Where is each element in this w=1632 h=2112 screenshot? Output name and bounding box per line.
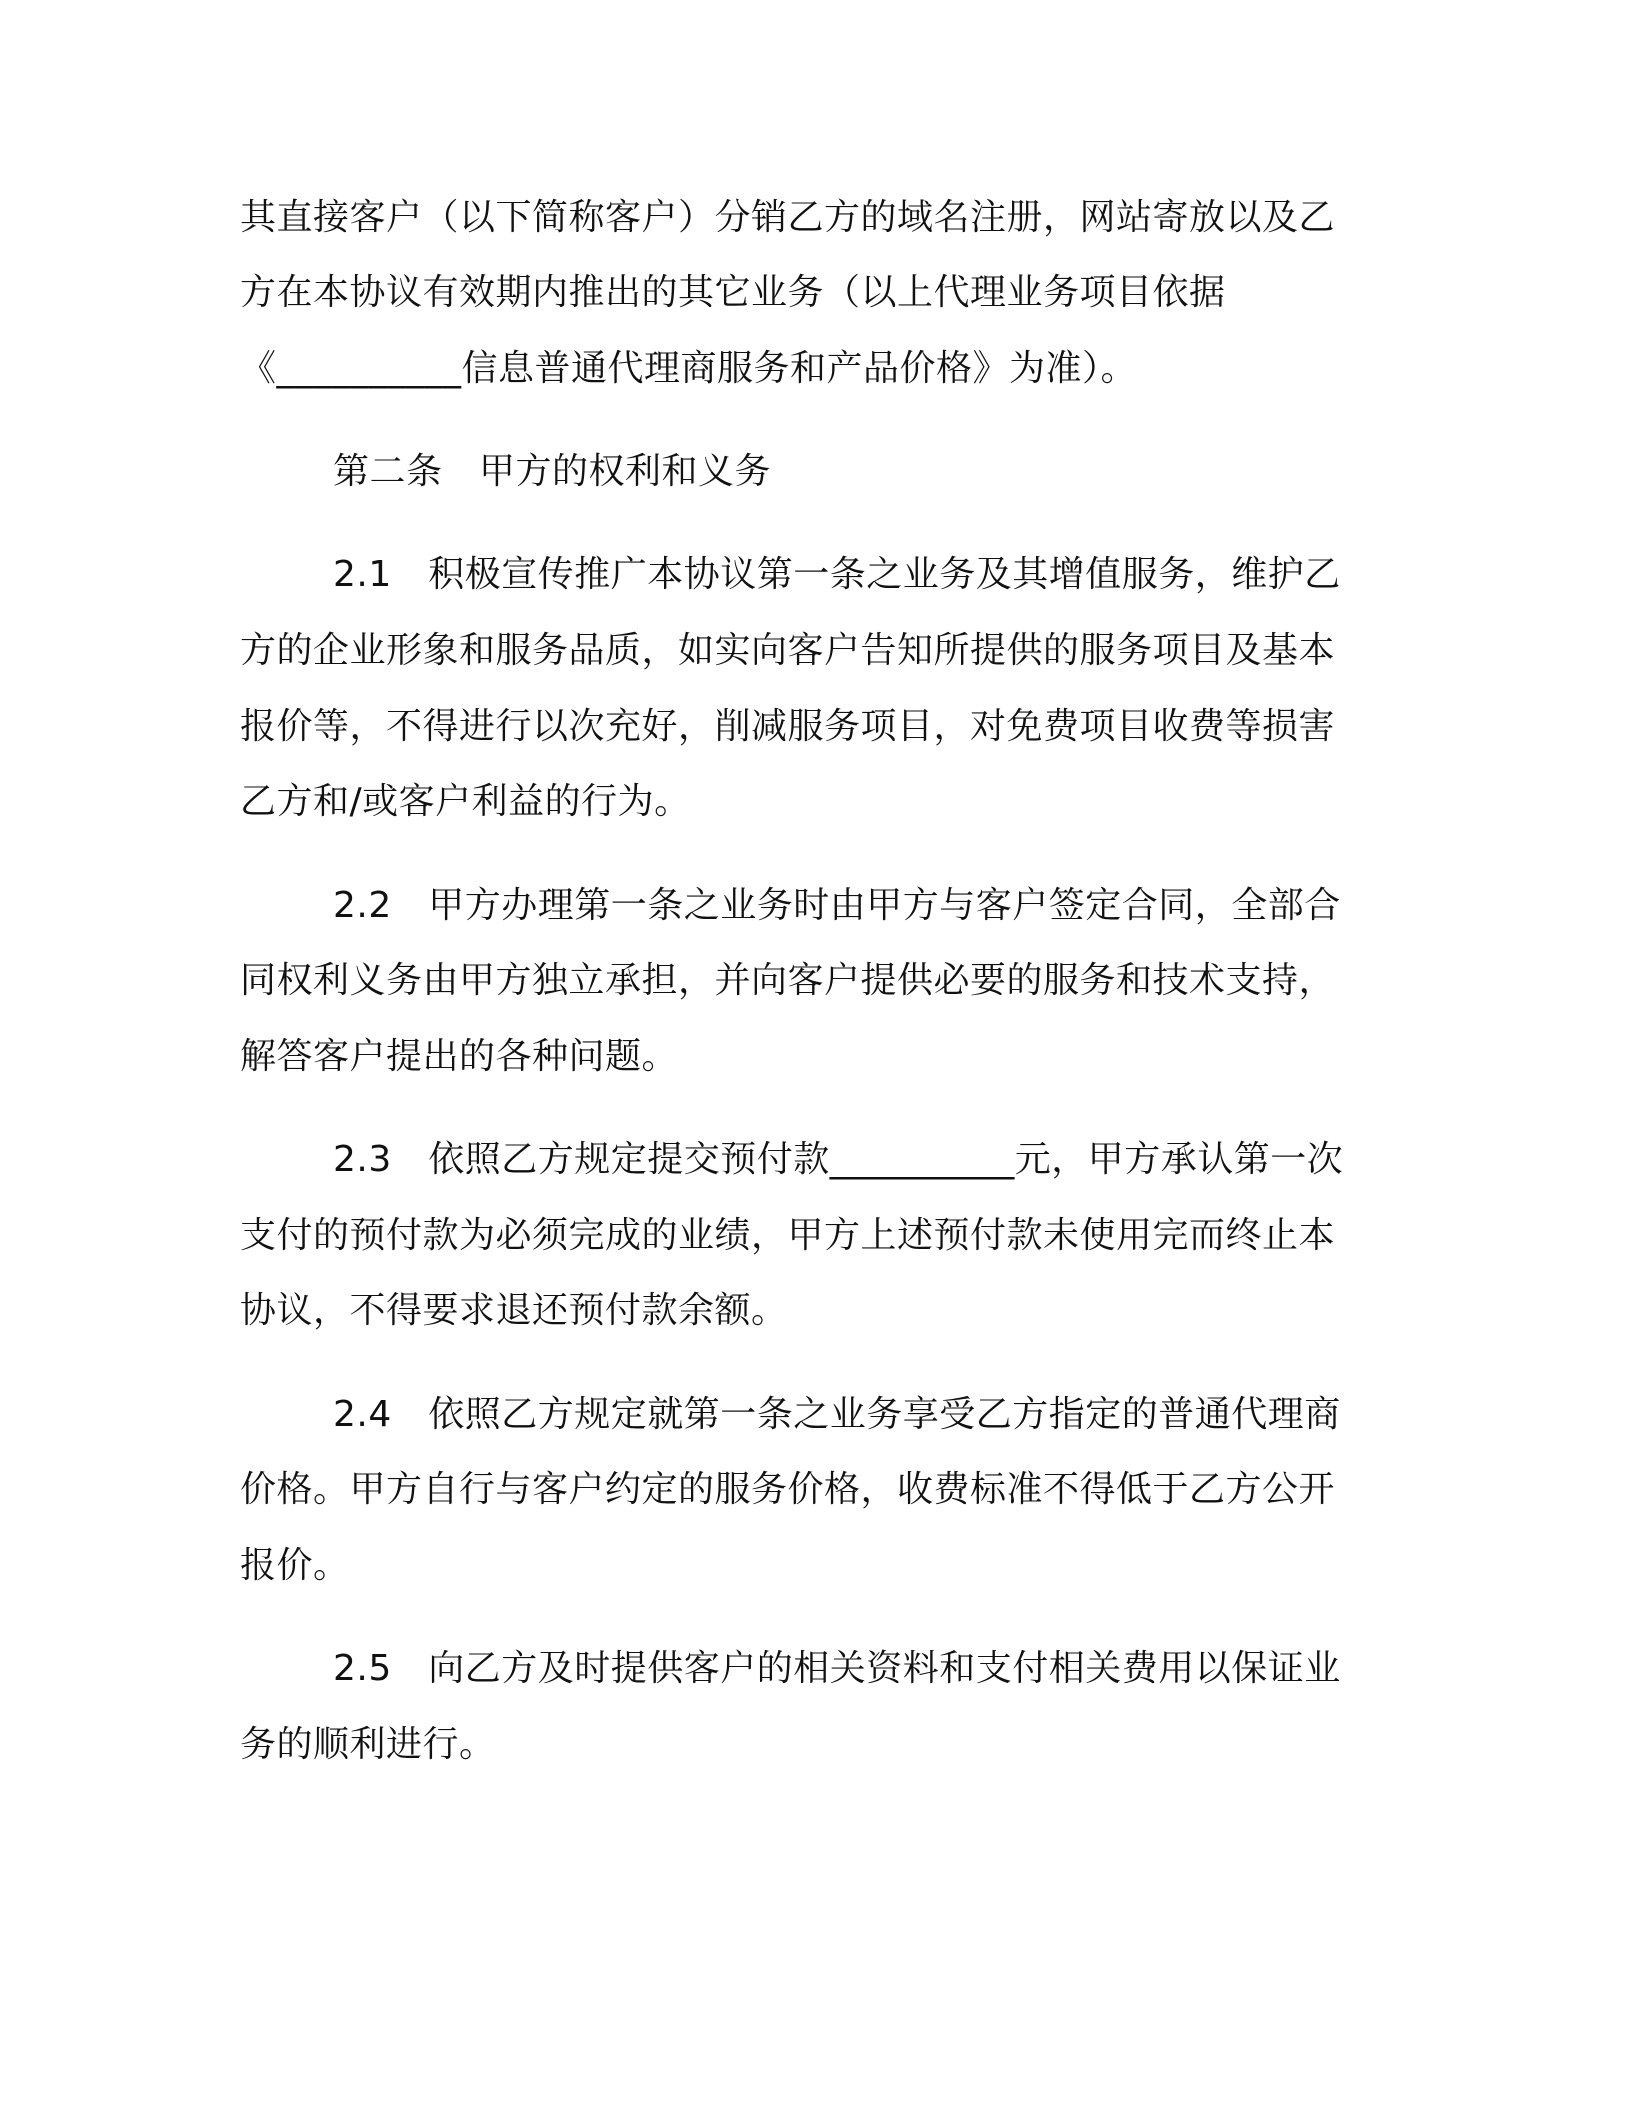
clause-2-5-line: 务的顺利进行。 <box>240 1724 496 1765</box>
clause-2-3-line: 协议，不得要求退还预付款余额。 <box>240 1290 788 1331</box>
clause-2-2-line: 同权利义务由甲方独立承担，并向客户提供必要的服务和技术支持， <box>240 960 1336 1001</box>
clause-2-1-line: 乙方和/或客户利益的行为。 <box>240 781 691 822</box>
text-line: 其直接客户（以下简称客户）分销乙方的域名注册，网站寄放以及乙 <box>240 197 1336 238</box>
clause-2-1-line: 2.1 积极宣传推广本协议第一条之业务及其增值服务，维护乙 <box>333 554 1341 595</box>
clause-2-3-line: 2.3 依照乙方规定提交预付款__________元，甲方承认第一次 <box>333 1139 1344 1180</box>
clause-2-3-line: 支付的预付款为必须完成的业绩，甲方上述预付款未使用完而终止本 <box>240 1215 1336 1256</box>
clause-2-1-line: 方的企业形象和服务品质，如实向客户告知所提供的服务项目及基本 <box>240 630 1336 671</box>
text-line: 《__________信息普通代理商服务和产品价格》为准）。 <box>240 348 1138 389</box>
clause-2-4-line: 报价。 <box>240 1545 350 1586</box>
clause-2-2-line: 2.2 甲方办理第一条之业务时由甲方与客户签定合同，全部合 <box>333 885 1341 926</box>
clause-2-5-line: 2.5 向乙方及时提供客户的相关资料和支付相关费用以保证业 <box>333 1648 1341 1689</box>
clause-2-4-line: 价格。甲方自行与客户约定的服务价格，收费标准不得低于乙方公开 <box>240 1469 1336 1510</box>
text-line: 方在本协议有效期内推出的其它业务（以上代理业务项目依据 <box>240 272 1226 313</box>
clause-2-4-line: 2.4 依照乙方规定就第一条之业务享受乙方指定的普通代理商 <box>333 1394 1341 1435</box>
clause-2-2-line: 解答客户提出的各种问题。 <box>240 1036 679 1077</box>
section-heading: 第二条 甲方的权利和义务 <box>333 451 772 492</box>
clause-2-1-line: 报价等，不得进行以次充好，削减服务项目，对免费项目收费等损害 <box>240 706 1336 747</box>
